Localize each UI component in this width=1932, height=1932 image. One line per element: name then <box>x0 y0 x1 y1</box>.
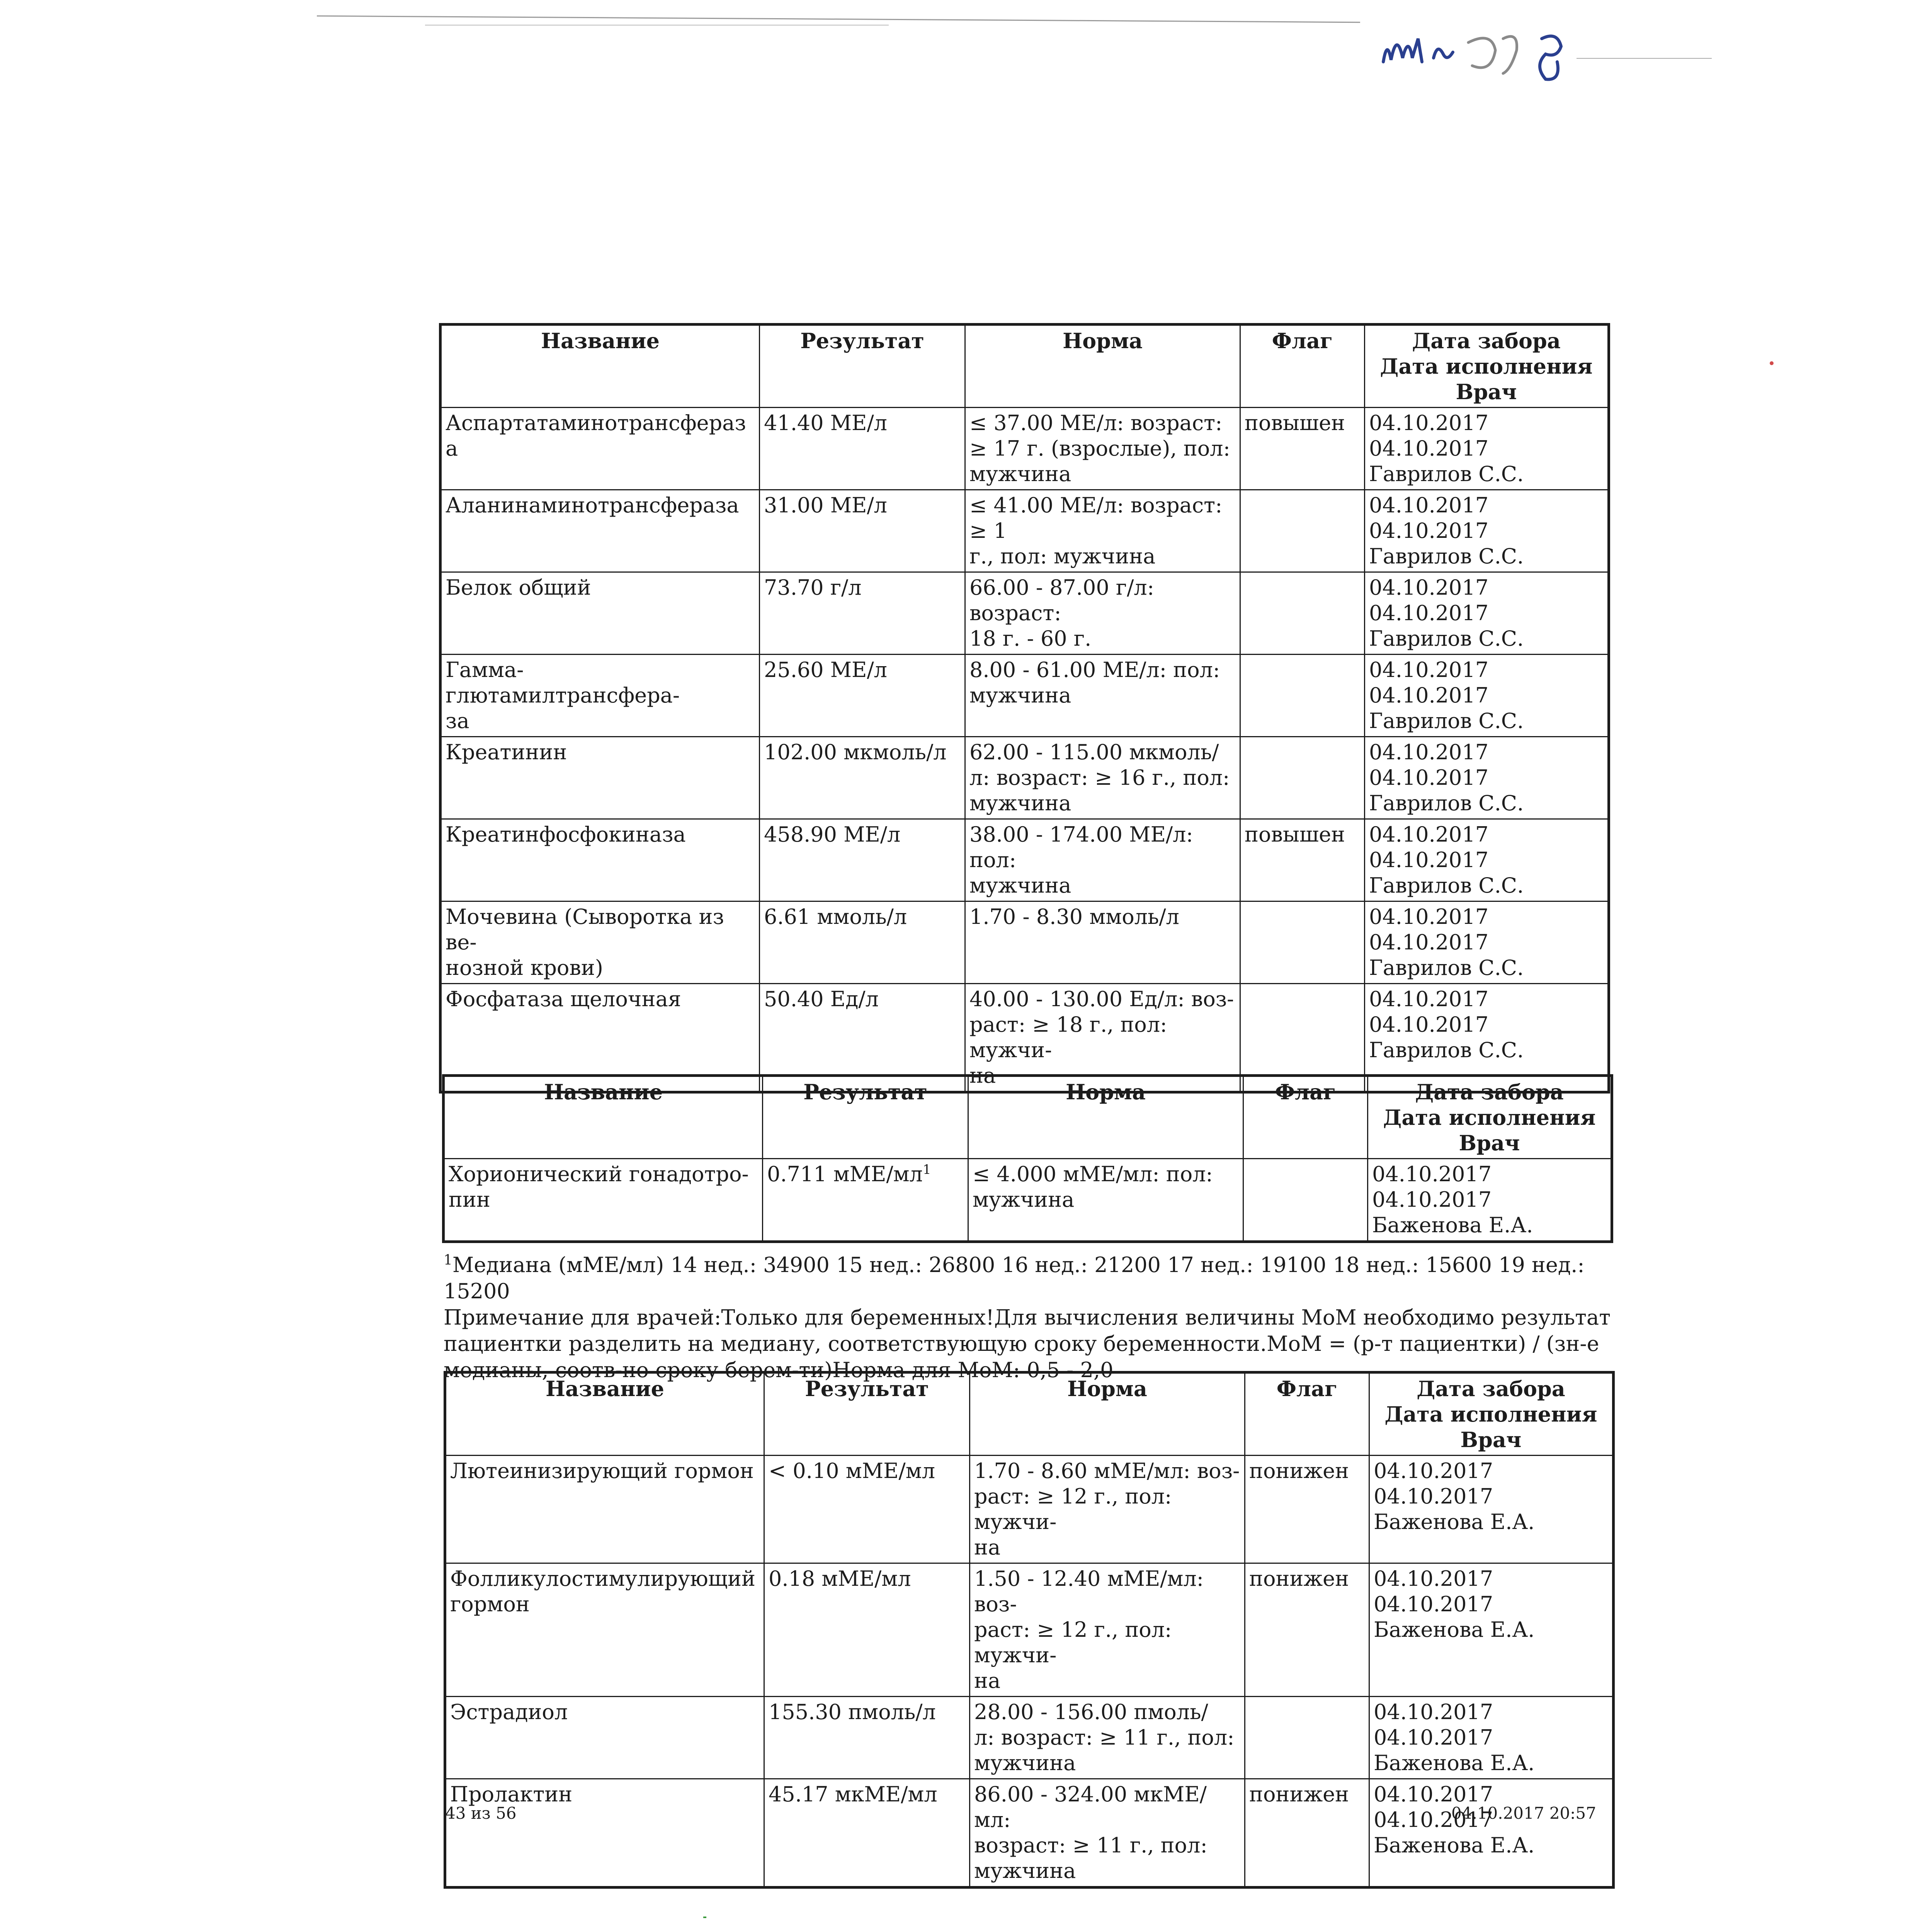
green-mark <box>703 1917 706 1918</box>
test-flag <box>1240 901 1365 984</box>
table-header-row <box>444 1076 1612 1159</box>
table-row <box>440 490 1609 572</box>
scan-line-top-2 <box>425 25 889 26</box>
test-flag <box>1240 572 1365 655</box>
test-date-doctor: 04.10.2017 04.10.2017 Баженова Е.А. <box>1368 1159 1612 1242</box>
footnote-median-text: Медиана (мМЕ/мл) 14 нед.: 34900 15 нед.: 26800 16 нед.: 21200 17 нед.: 19100 18 нед.: 15600 19 нед.: 15200 <box>444 1253 1585 1303</box>
print-timestamp: 04.10.2017 20:57 <box>1451 1804 1596 1823</box>
test-norm: ≤ 41.00 МЕ/л: возраст: ≥ 1 г., пол: мужчина <box>965 490 1240 572</box>
test-result: 102.00 мкмоль/л <box>760 737 965 819</box>
footnote-line: медианы, соотв-но сроку берем-ти)Норма для МоМ: 0,5 - 2,0 <box>444 1358 1114 1382</box>
test-result: 458.90 МЕ/л <box>760 819 965 901</box>
test-flag: повышен <box>1240 819 1365 901</box>
test-result: 155.30 пмоль/л <box>764 1697 970 1779</box>
test-date-doctor: 04.10.2017 04.10.2017 Гаврилов С.С. <box>1365 901 1609 984</box>
test-name: Гамма-глютамилтрансфера- за <box>440 655 760 737</box>
table-header-row <box>440 325 1609 408</box>
test-flag <box>1243 1159 1368 1242</box>
column-header-flag: Флаг <box>1243 1076 1368 1159</box>
test-date-doctor: 04.10.2017 04.10.2017 Баженова Е.А. <box>1369 1456 1614 1563</box>
column-header-date-doctor: Дата забора Дата исполнения Врач <box>1365 325 1609 408</box>
footnote-line <box>444 1252 1634 1304</box>
scan-line-right <box>1577 58 1712 59</box>
test-norm: 1.50 - 12.40 мМЕ/мл: воз- раст: ≥ 12 г., пол: мужчи- на <box>970 1563 1245 1697</box>
test-name: Эстрадиол <box>445 1697 764 1779</box>
test-name: Белок общий <box>440 572 760 655</box>
test-date-doctor: 04.10.2017 04.10.2017 Гаврилов С.С. <box>1365 490 1609 572</box>
test-name: Креатинин <box>440 737 760 819</box>
table-row <box>445 1456 1614 1563</box>
test-name: Фосфатаза щелочная <box>440 984 760 1092</box>
test-norm: 8.00 - 61.00 МЕ/л: пол: мужчина <box>965 655 1240 737</box>
test-result: 45.17 мкМЕ/мл <box>764 1779 970 1888</box>
test-result: 6.61 ммоль/л <box>760 901 965 984</box>
column-header-name: Название <box>440 325 760 408</box>
column-header-name: Название <box>444 1076 763 1159</box>
column-header-date-doctor: Дата забора Дата исполнения Врач <box>1369 1372 1614 1456</box>
table-row <box>440 737 1609 819</box>
test-norm: ≤ 37.00 МЕ/л: возраст: ≥ 17 г. (взрослые), пол: мужчина <box>965 408 1240 490</box>
test-norm: 40.00 - 130.00 Ед/л: воз- раст: ≥ 18 г., пол: мужчи- на <box>965 984 1240 1092</box>
test-name: Мочевина (Сыворотка из ве- нозной крови) <box>440 901 760 984</box>
test-flag <box>1240 737 1365 819</box>
test-date-doctor: 04.10.2017 04.10.2017 Баженова Е.А. <box>1369 1697 1614 1779</box>
test-result: 41.40 МЕ/л <box>760 408 965 490</box>
footnote <box>444 1252 1634 1383</box>
table-row <box>445 1563 1614 1697</box>
table-row <box>444 1159 1612 1242</box>
test-name: Лютеинизирующий гормон <box>445 1456 764 1563</box>
table-row <box>440 819 1609 901</box>
test-result <box>763 1159 968 1242</box>
test-date-doctor: 04.10.2017 04.10.2017 Гаврилов С.С. <box>1365 655 1609 737</box>
test-norm: 1.70 - 8.30 ммоль/л <box>965 901 1240 984</box>
test-flag: понижен <box>1245 1563 1369 1697</box>
table-row <box>440 901 1609 984</box>
test-date-doctor: 04.10.2017 04.10.2017 Баженова Е.А. <box>1369 1563 1614 1697</box>
column-header-norm: Норма <box>970 1372 1245 1456</box>
test-result: 0.18 мМЕ/мл <box>764 1563 970 1697</box>
results-table-biochemistry <box>439 323 1610 1094</box>
test-name: Аспартатаминотрансфераза <box>440 408 760 490</box>
table-row <box>440 655 1609 737</box>
test-name: Креатинфосфокиназа <box>440 819 760 901</box>
test-norm: 1.70 - 8.60 мМЕ/мл: воз- раст: ≥ 12 г., пол: мужчи- на <box>970 1456 1245 1563</box>
test-result: 50.40 Ед/л <box>760 984 965 1092</box>
table-row <box>440 408 1609 490</box>
test-flag: понижен <box>1245 1456 1369 1563</box>
column-header-result: Результат <box>764 1372 970 1456</box>
test-date-doctor: 04.10.2017 04.10.2017 Баженова Е.А. <box>1369 1779 1614 1888</box>
test-flag <box>1245 1697 1369 1779</box>
column-header-flag: Флаг <box>1245 1372 1369 1456</box>
test-date-doctor: 04.10.2017 04.10.2017 Гаврилов С.С. <box>1365 819 1609 901</box>
column-header-result: Результат <box>763 1076 968 1159</box>
test-result: 25.60 МЕ/л <box>760 655 965 737</box>
test-date-doctor: 04.10.2017 04.10.2017 Гаврилов С.С. <box>1365 408 1609 490</box>
column-header-flag: Флаг <box>1240 325 1365 408</box>
test-norm: 28.00 - 156.00 пмоль/ л: возраст: ≥ 11 г., пол: мужчина <box>970 1697 1245 1779</box>
page-number: 43 из 56 <box>445 1804 517 1823</box>
table-row <box>440 572 1609 655</box>
test-norm: 66.00 - 87.00 г/л: возраст: 18 г. - 60 г. <box>965 572 1240 655</box>
test-flag <box>1240 490 1365 572</box>
test-date-doctor: 04.10.2017 04.10.2017 Гаврилов С.С. <box>1365 572 1609 655</box>
test-norm: 86.00 - 324.00 мкМЕ/мл: возраст: ≥ 11 г., пол: мужчина <box>970 1779 1245 1888</box>
test-flag: повышен <box>1240 408 1365 490</box>
test-flag: понижен <box>1245 1779 1369 1888</box>
column-header-date-doctor: Дата забора Дата исполнения Врач <box>1368 1076 1612 1159</box>
footnote-reference: 1 <box>922 1162 931 1177</box>
red-mark <box>1770 361 1774 365</box>
table-header-row <box>445 1372 1614 1456</box>
test-result-value: 0.711 мМЕ/мл <box>767 1162 923 1186</box>
scan-line-top <box>317 15 1360 23</box>
column-header-name: Название <box>445 1372 764 1456</box>
test-norm: ≤ 4.000 мМЕ/мл: пол: мужчина <box>968 1159 1243 1242</box>
test-name: Аланинаминотрансфераза <box>440 490 760 572</box>
test-date-doctor: 04.10.2017 04.10.2017 Гаврилов С.С. <box>1365 737 1609 819</box>
test-norm: 62.00 - 115.00 мкмоль/ л: возраст: ≥ 16 г., пол: мужчина <box>965 737 1240 819</box>
table-row <box>445 1697 1614 1779</box>
column-header-norm: Норма <box>965 325 1240 408</box>
results-table-hormones <box>444 1371 1615 1889</box>
column-header-norm: Норма <box>968 1076 1243 1159</box>
footnote-line: пациентки разделить на медиану, соответствующую сроку беременности.МоМ = (р-т пациентки) / (зн-е <box>444 1332 1599 1356</box>
table-row <box>445 1779 1614 1888</box>
test-name: Хорионический гонадотро- пин <box>444 1159 763 1242</box>
test-flag <box>1240 655 1365 737</box>
column-header-result: Результат <box>760 325 965 408</box>
test-result: 73.70 г/л <box>760 572 965 655</box>
test-date-doctor: 04.10.2017 04.10.2017 Гаврилов С.С. <box>1365 984 1609 1092</box>
test-norm: 38.00 - 174.00 МЕ/л: пол: мужчина <box>965 819 1240 901</box>
footnote-line: Примечание для врачей:Только для беременных!Для вычисления величины МоМ необходимо результат <box>444 1305 1611 1330</box>
test-name: Пролактин <box>445 1779 764 1888</box>
test-result: 31.00 МЕ/л <box>760 490 965 572</box>
test-result: < 0.10 мМЕ/мл <box>764 1456 970 1563</box>
footnote-mark: 1 <box>444 1252 452 1268</box>
results-table-hcg <box>442 1074 1613 1243</box>
test-name: Фолликулостимулирующий гормон <box>445 1563 764 1697</box>
handwritten-note-signature <box>1376 15 1592 85</box>
